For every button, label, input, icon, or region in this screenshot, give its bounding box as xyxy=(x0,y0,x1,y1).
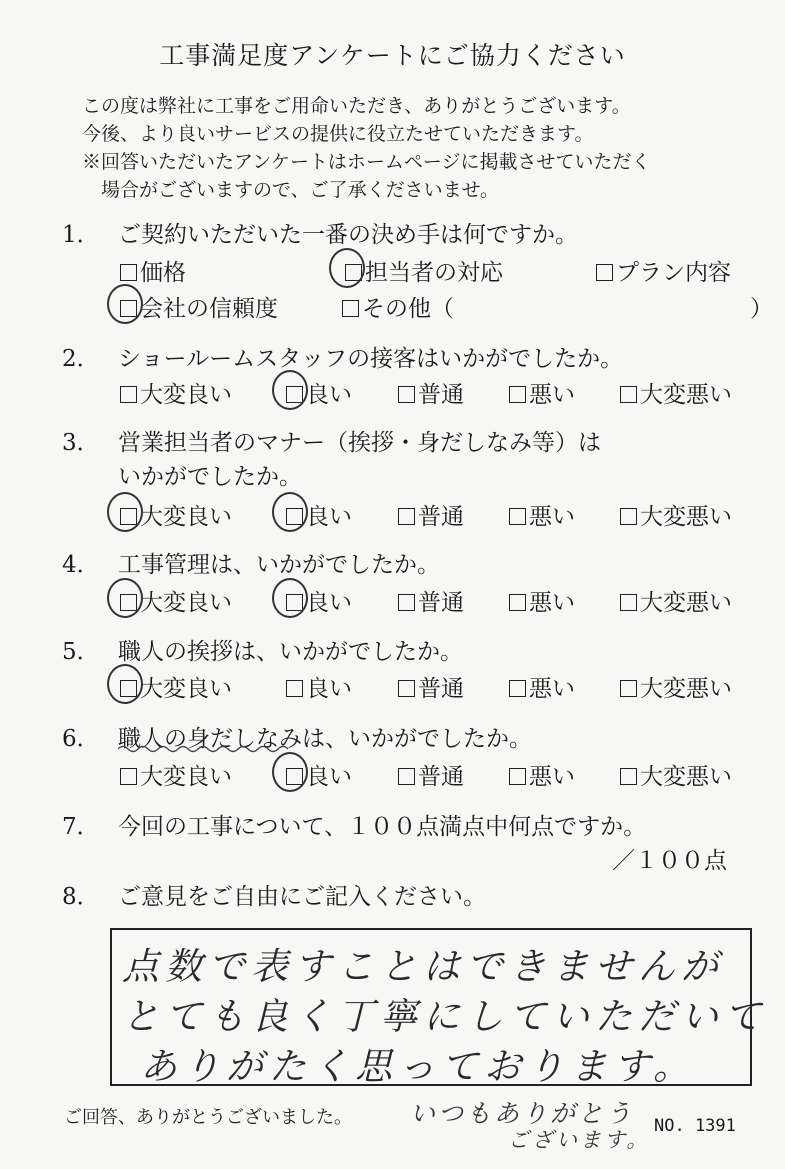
checkbox[interactable] xyxy=(120,768,137,785)
q1-close-paren: ） xyxy=(750,296,773,322)
page-title: 工事満足度アンケートにご協力ください xyxy=(159,41,626,70)
checkbox[interactable] xyxy=(509,508,526,525)
q4-opt-good[interactable]: 良い xyxy=(286,584,352,617)
intro-line-2: 今後、より良いサービスの提供に役立たせていただきます。 xyxy=(82,123,594,145)
q2-opt-normal[interactable]: 普通 xyxy=(398,376,464,409)
checkbox[interactable] xyxy=(509,680,526,697)
q3-text-2: いかがでしたか。 xyxy=(118,464,302,490)
circle-mark xyxy=(272,492,308,532)
q5-text: 職人の挨拶は、いかがでしたか。 xyxy=(118,639,463,665)
q1-option-staff[interactable]: 担当者の対応 xyxy=(345,254,503,287)
checkbox[interactable] xyxy=(286,680,303,697)
q1-option-other[interactable]: その他（ xyxy=(342,290,454,323)
checkbox[interactable] xyxy=(596,264,613,281)
checkbox[interactable] xyxy=(620,386,637,403)
intro-line-3: ※回答いただいたアンケートはホームページに掲載させていただく xyxy=(82,151,651,173)
q6-text: 職人の身だしなみは、いかがでしたか。 xyxy=(118,726,532,752)
checkbox[interactable] xyxy=(398,508,415,525)
q7-text: 今回の工事について、１００点満点中何点ですか。 xyxy=(118,814,647,840)
q5-opt-very-bad[interactable]: 大変悪い xyxy=(620,670,732,703)
intro-line-4: 場合がございますので、ご了承くださいませ。 xyxy=(82,179,500,201)
checkbox[interactable] xyxy=(620,680,637,697)
q1-text: ご契約いただいた一番の決め手は何ですか。 xyxy=(118,222,578,248)
q1-option-trust[interactable]: 会社の信頼度 xyxy=(120,290,278,323)
q5-opt-bad[interactable]: 悪い xyxy=(509,670,575,703)
circle-mark xyxy=(329,248,365,288)
checkbox[interactable] xyxy=(120,264,137,281)
q2-number: 2． xyxy=(62,346,100,372)
q3-text: 営業担当者のマナー（挨拶・身だしなみ等）は xyxy=(118,430,601,456)
q2-text: ショールームスタッフの接客はいかがでしたか。 xyxy=(118,346,624,372)
q4-opt-very-bad[interactable]: 大変悪い xyxy=(620,584,732,617)
checkbox[interactable] xyxy=(398,768,415,785)
q4-number: 4． xyxy=(62,552,100,578)
q3-opt-good[interactable]: 良い xyxy=(286,498,352,531)
q2-opt-bad[interactable]: 悪い xyxy=(509,376,575,409)
circle-mark xyxy=(107,284,143,324)
q3-opt-bad[interactable]: 悪い xyxy=(509,498,575,531)
checkbox[interactable] xyxy=(620,594,637,611)
q8-number: 8． xyxy=(62,884,100,910)
q2-opt-good[interactable]: 良い xyxy=(286,376,352,409)
q5-number: 5． xyxy=(62,639,100,665)
footer-handwritten-note-1: いつもありがとう xyxy=(410,1099,635,1128)
circle-mark xyxy=(272,370,308,410)
q1-option-price[interactable]: 価格 xyxy=(120,254,186,287)
wavy-underline xyxy=(118,744,298,754)
q7-score-suffix: ／１００点 xyxy=(612,848,727,874)
checkbox[interactable] xyxy=(509,768,526,785)
q3-opt-very-good[interactable]: 大変良い xyxy=(120,498,232,531)
q4-opt-very-good[interactable]: 大変良い xyxy=(120,584,232,617)
q8-text: ご意見をご自由にご記入ください。 xyxy=(118,884,486,910)
comment-line-1: 点数で表すことはできませんが xyxy=(122,945,724,988)
q6-opt-very-good[interactable]: 大変良い xyxy=(120,758,232,791)
q6-number: 6． xyxy=(62,726,100,752)
q3-opt-very-bad[interactable]: 大変悪い xyxy=(620,498,732,531)
q6-opt-normal[interactable]: 普通 xyxy=(398,758,464,791)
checkbox[interactable] xyxy=(509,386,526,403)
q6-opt-very-bad[interactable]: 大変悪い xyxy=(620,758,732,791)
circle-mark xyxy=(107,578,143,618)
comment-line-2: とても良く丁寧にしていただいて xyxy=(122,995,767,1038)
checkbox[interactable] xyxy=(398,594,415,611)
q1-number: 1． xyxy=(62,222,100,248)
circle-mark xyxy=(107,664,143,704)
checkbox[interactable] xyxy=(342,300,359,317)
circle-mark xyxy=(272,752,308,792)
document-number: NO. 1391 xyxy=(654,1116,736,1136)
q6-opt-bad[interactable]: 悪い xyxy=(509,758,575,791)
checkbox[interactable] xyxy=(120,386,137,403)
q6-opt-good[interactable]: 良い xyxy=(286,758,352,791)
footer-thanks: ご回答、ありがとうございました。 xyxy=(64,1107,352,1128)
q4-opt-bad[interactable]: 悪い xyxy=(509,584,575,617)
comment-line-3: ありがたく思っております。 xyxy=(140,1045,697,1088)
footer-handwritten-note-2: ございます。 xyxy=(508,1128,651,1152)
q5-opt-good[interactable]: 良い xyxy=(286,670,352,703)
q5-opt-very-good[interactable]: 大変良い xyxy=(120,670,232,703)
circle-mark xyxy=(272,578,308,618)
q1-option-plan[interactable]: プラン内容 xyxy=(596,254,731,287)
checkbox[interactable] xyxy=(509,594,526,611)
checkbox[interactable] xyxy=(398,680,415,697)
q2-opt-very-bad[interactable]: 大変悪い xyxy=(620,376,732,409)
q4-opt-normal[interactable]: 普通 xyxy=(398,584,464,617)
q7-number: 7． xyxy=(62,814,100,840)
checkbox[interactable] xyxy=(620,768,637,785)
q3-opt-normal[interactable]: 普通 xyxy=(398,498,464,531)
q2-opt-very-good[interactable]: 大変良い xyxy=(120,376,232,409)
q3-number: 3． xyxy=(62,430,100,456)
q4-text: 工事管理は、いかがでしたか。 xyxy=(118,552,440,578)
circle-mark xyxy=(107,492,143,532)
intro-line-1: この度は弊社に工事をご用命いただき、ありがとうございます。 xyxy=(82,95,631,117)
checkbox[interactable] xyxy=(620,508,637,525)
checkbox[interactable] xyxy=(398,386,415,403)
q5-opt-normal[interactable]: 普通 xyxy=(398,670,464,703)
